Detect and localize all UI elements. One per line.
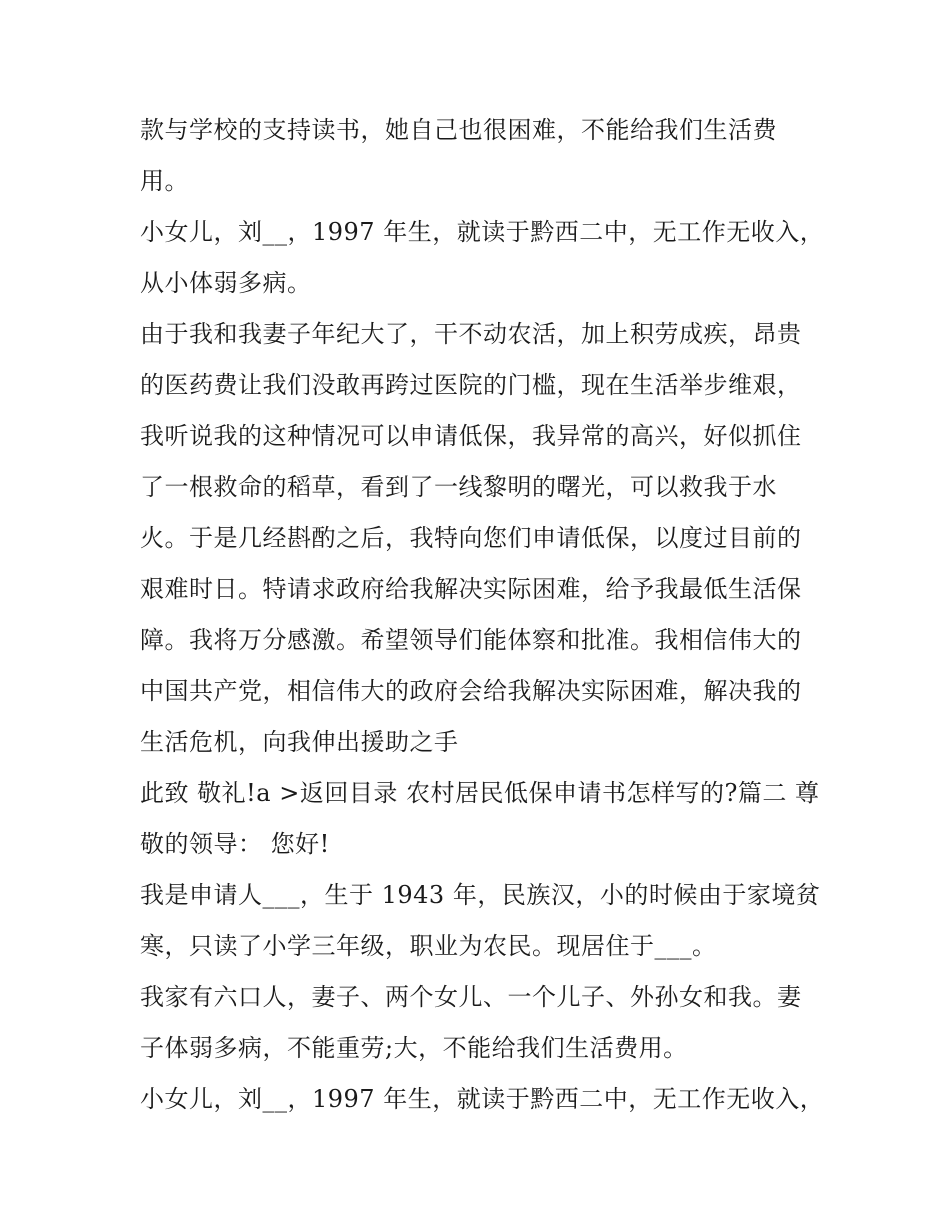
text-line: 用。 [140,167,189,195]
text-line: 从小体弱多病。 [140,269,312,297]
text-line: 我是申请人___，生于 1943 年，民族汉，小的时候由于家境贫 [140,881,821,909]
text-line: 敬的领导： 您好! [140,830,330,858]
text-line: 小女儿，刘__，1997 年生，就读于黔西二中，无工作无收入， [140,218,825,246]
text-line: 我家有六口人，妻子、两个女儿、一个儿子、外孙女和我。妻 [140,983,802,1011]
text-line: 艰难时日。特请求政府给我解决实际困难，给予我最低生活保 [140,575,802,603]
text-line: 生活危机，向我伸出援助之手 [140,728,459,756]
text-line: 由于我和我妻子年纪大了，干不动农活，加上积劳成疾，昂贵 [140,320,802,348]
text-line: 款与学校的支持读书，她自己也很困难，不能给我们生活费 [140,116,777,144]
text-line: 寒，只读了小学三年级，职业为农民。现居住于___。 [140,932,717,960]
text-line: 我听说我的这种情况可以申请低保，我异常的高兴，好似抓住 [140,422,802,450]
text-line: 了一根救命的稻草，看到了一线黎明的曙光，可以救我于水 [140,473,777,501]
text-line: 子体弱多病，不能重劳;大，不能给我们生活费用。 [140,1034,688,1062]
text-line: 火。于是几经斟酌之后，我特向您们申请低保，以度过目前的 [140,524,802,552]
text-line: 中国共产党，相信伟大的政府会给我解决实际困难，解决我的 [140,677,802,705]
text-line: 障。我将万分感激。希望领导们能体察和批准。我相信伟大的 [140,626,802,654]
text-line: 此致 敬礼!a >返回目录 农村居民低保申请书怎样写的?篇二 尊 [140,779,820,807]
text-line: 小女儿，刘__，1997 年生，就读于黔西二中，无工作无收入， [140,1085,825,1113]
text-line: 的医药费让我们没敢再跨过医院的门槛，现在生活举步维艰， [140,371,802,399]
